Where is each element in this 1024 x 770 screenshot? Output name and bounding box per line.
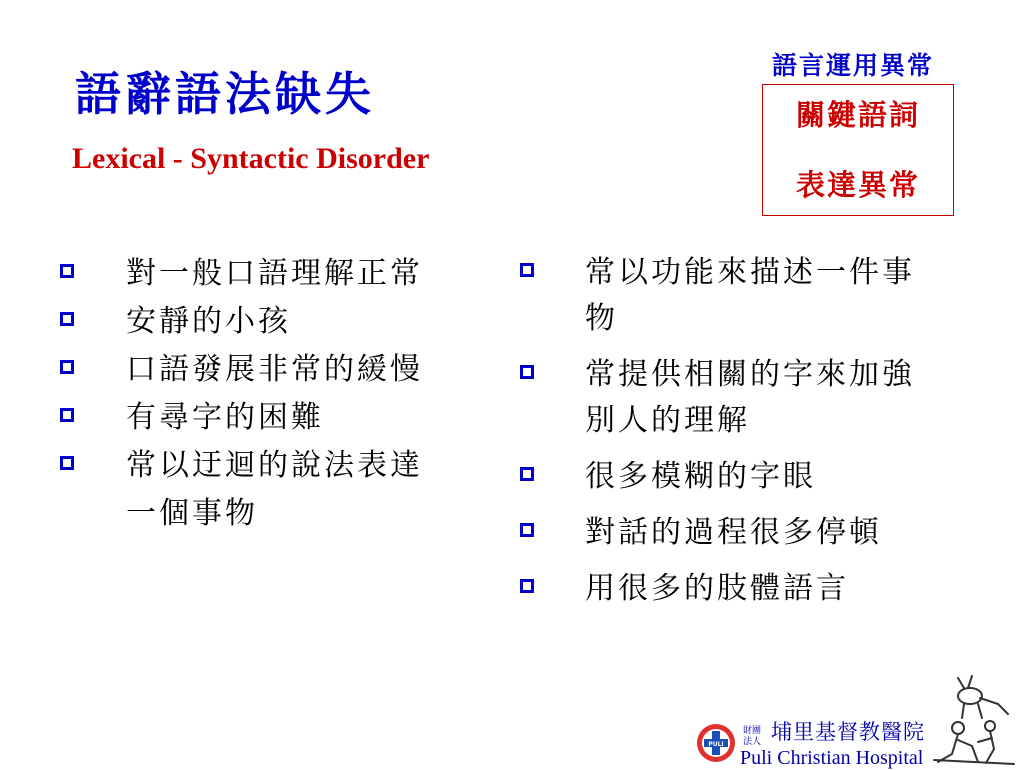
hollow-square-bullet-icon	[60, 360, 74, 374]
hospital-emblem-icon	[695, 722, 737, 764]
hollow-square-bullet-icon	[520, 579, 534, 593]
hollow-square-bullet-icon	[60, 264, 74, 278]
list-item: 很多模糊的字眼	[518, 454, 988, 500]
list-item: 對話的過程很多停頓	[518, 510, 988, 556]
list-item: 安靜的小孩	[58, 298, 488, 346]
emblem-text: PULI	[708, 741, 724, 748]
hollow-square-bullet-icon	[60, 312, 74, 326]
keyword-line-2: 表達異常	[795, 168, 920, 202]
logo-small-text: 財團 法人	[743, 726, 762, 747]
left-bullet-list	[58, 250, 488, 538]
list-item: 有尋字的困難	[58, 394, 488, 442]
hollow-square-bullet-icon	[60, 408, 74, 422]
slide-subtitle: Lexical - Syntactic Disorder	[72, 142, 430, 175]
keyword-box	[762, 84, 954, 216]
hollow-square-bullet-icon	[520, 523, 534, 537]
logo-chinese-name: 埔里基督教醫院	[771, 720, 925, 744]
list-item: 對一般口語理解正常	[58, 250, 488, 298]
hollow-square-bullet-icon	[60, 456, 74, 470]
list-item: 用很多的肢體語言	[518, 566, 988, 612]
category-label: 語言運用異常	[772, 51, 935, 80]
hollow-square-bullet-icon	[520, 263, 534, 277]
list-item: 常以迂迴的說法表達 一個事物	[58, 442, 488, 538]
hollow-square-bullet-icon	[520, 467, 534, 481]
logo-english-name: Puli Christian Hospital	[740, 747, 924, 769]
caregiving-illustration-icon	[928, 670, 1020, 768]
slide-title: 語辭語法缺失	[75, 67, 375, 121]
keyword-line-1: 關鍵語詞	[795, 98, 920, 132]
right-bullet-list	[518, 250, 988, 612]
hollow-square-bullet-icon	[520, 365, 534, 379]
list-item: 常提供相關的字來加強 別人的理解	[518, 352, 988, 444]
list-item: 口語發展非常的緩慢	[58, 346, 488, 394]
hospital-logo	[693, 710, 933, 768]
list-item: 常以功能來描述一件事 物	[518, 250, 988, 342]
